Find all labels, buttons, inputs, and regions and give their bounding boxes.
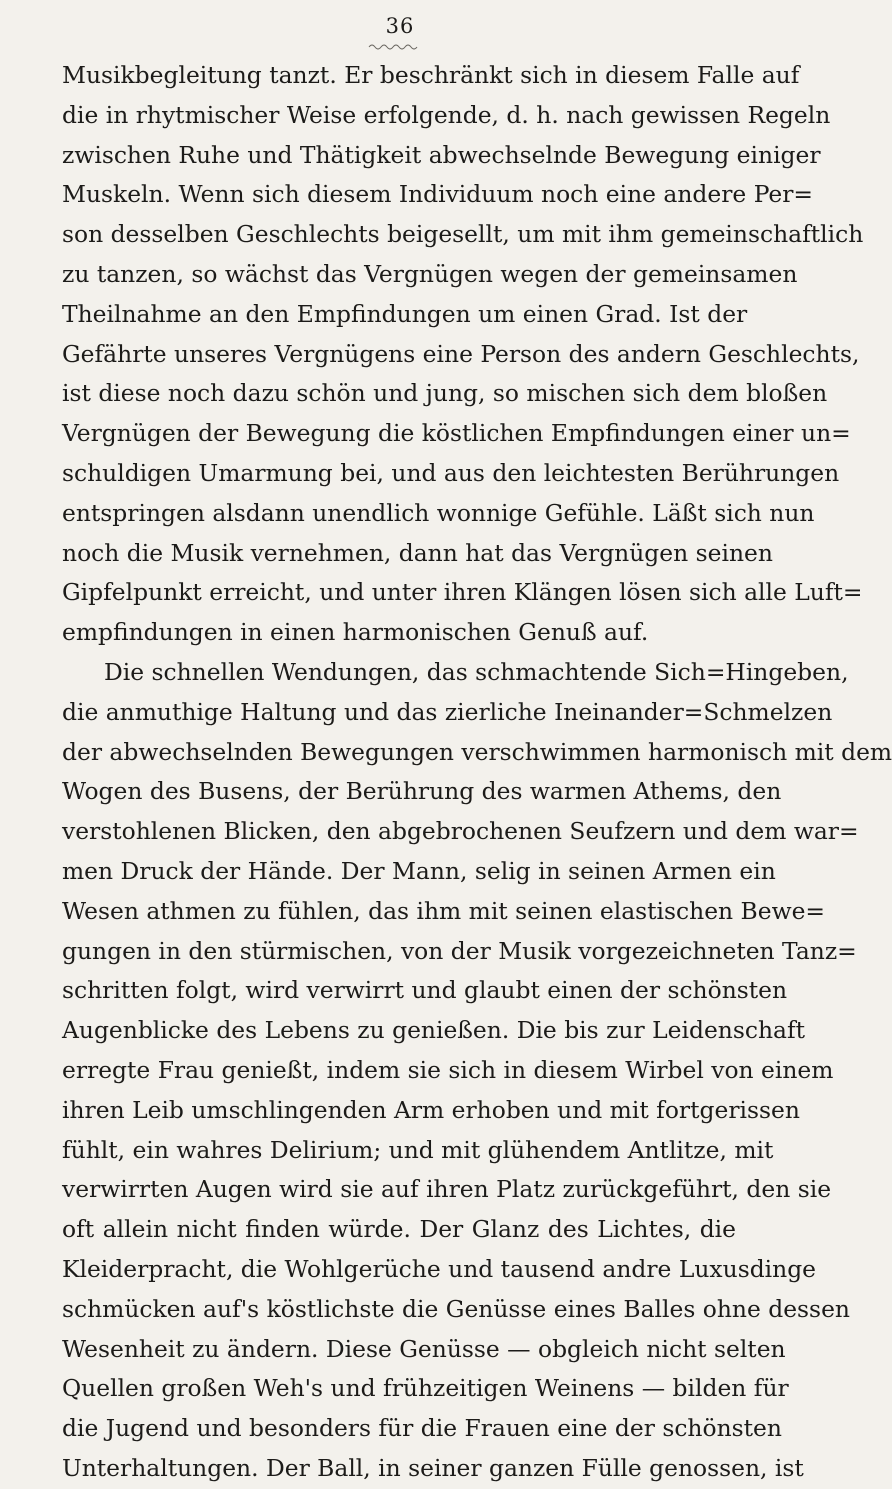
page-number-ornament: [368, 42, 420, 50]
text-line: Wogen des Busens, der Berührung des warmen Athems, den: [62, 777, 782, 806]
text-line: entspringen alsdann unendlich wonnige Gefühle. Läßt sich nun: [62, 498, 815, 527]
text-line: Vergnügen der Bewegung die köstlichen Empfindungen einer un=: [62, 419, 851, 448]
text-line: schmücken auf's köstlichste die Genüsse eines Balles ohne dessen: [62, 1294, 850, 1323]
text-line: schritten folgt, wird verwirrt und glaubt einen der schönsten: [62, 976, 788, 1005]
text-line: zu tanzen, so wächst das Vergnügen wegen der gemeinsamen: [62, 259, 798, 288]
text-line: Wesenheit zu ändern. Diese Genüsse — obgleich nicht selten: [62, 1334, 786, 1363]
text-line: zwischen Ruhe und Thätigkeit abwechselnde Bewegung einiger: [62, 140, 821, 169]
text-line: ihren Leib umschlingenden Arm erhoben und mit fortgerissen: [62, 1095, 800, 1124]
text-line: der abwechselnden Bewegungen verschwimmen harmonisch mit dem: [62, 737, 892, 766]
text-line: men Druck der Hände. Der Mann, selig in seinen Armen ein: [62, 856, 776, 885]
text-line: empfindungen in einen harmonischen Genuß auf.: [62, 618, 649, 647]
text-line: schuldigen Umarmung bei, und aus den leichtesten Berührungen: [62, 458, 840, 487]
text-line: noch die Musik vernehmen, dann hat das Vergnügen seinen: [62, 538, 773, 567]
text-line: Quellen großen Weh's und frühzeitigen Weinens — bilden für: [62, 1374, 789, 1403]
text-line: Muskeln. Wenn sich diesem Individuum noch eine andere Per=: [62, 180, 814, 209]
text-line: oft allein nicht finden würde. Der Glanz des Lichtes, die: [62, 1215, 736, 1244]
text-line: die in rhytmischer Weise erfolgende, d. h. nach gewissen Regeln: [62, 100, 831, 129]
text-line: Gefährte unseres Vergnügens eine Person des andern Geschlechts,: [62, 339, 860, 368]
page-number: 36: [385, 14, 415, 38]
text-line: Die schnellen Wendungen, das schmachtende Sich=Hingeben,: [104, 657, 849, 686]
text-line: Kleiderpracht, die Wohlgerüche und tausend andre Luxusdinge: [62, 1254, 817, 1283]
text-line: verstohlenen Blicken, den abgebrochenen Seufzern und dem war=: [62, 817, 859, 846]
text-line: erregte Frau genießt, indem sie sich in diesem Wirbel von einem: [62, 1055, 834, 1084]
text-line: ist diese noch dazu schön und jung, so mischen sich dem bloßen: [62, 379, 828, 408]
text-line: Gipfelpunkt erreicht, und unter ihren Klängen lösen sich alle Luft=: [62, 578, 863, 607]
text-line: son desselben Geschlechts beigesellt, um mit ihm gemeinschaftlich: [62, 220, 864, 249]
text-line: fühlt, ein wahres Delirium; und mit glühendem Antlitze, mit: [62, 1135, 774, 1164]
text-line: Unterhaltungen. Der Ball, in seiner ganzen Fülle genossen, ist: [62, 1453, 804, 1482]
text-line: Musikbegleitung tanzt. Er beschränkt sich in diesem Falle auf: [62, 61, 800, 89]
text-line: die anmuthige Haltung und das zierliche Ineinander=Schmelzen: [62, 697, 833, 726]
text-line: gungen in den stürmischen, von der Musik vorgezeichneten Tanz=: [62, 936, 857, 965]
text-line: Wesen athmen zu fühlen, das ihm mit seinen elastischen Bewe=: [62, 896, 826, 925]
text-line: Augenblicke des Lebens zu genießen. Die bis zur Leidenschaft: [62, 1016, 806, 1045]
text-line: Theilnahme an den Empfindungen um einen Grad. Ist der: [62, 299, 748, 328]
body-text: [62, 56, 892, 1489]
text-line: verwirrten Augen wird sie auf ihren Platz zurückgeführt, den sie: [62, 1175, 832, 1204]
text-line: die Jugend und besonders für die Frauen eine der schönsten: [62, 1414, 782, 1443]
